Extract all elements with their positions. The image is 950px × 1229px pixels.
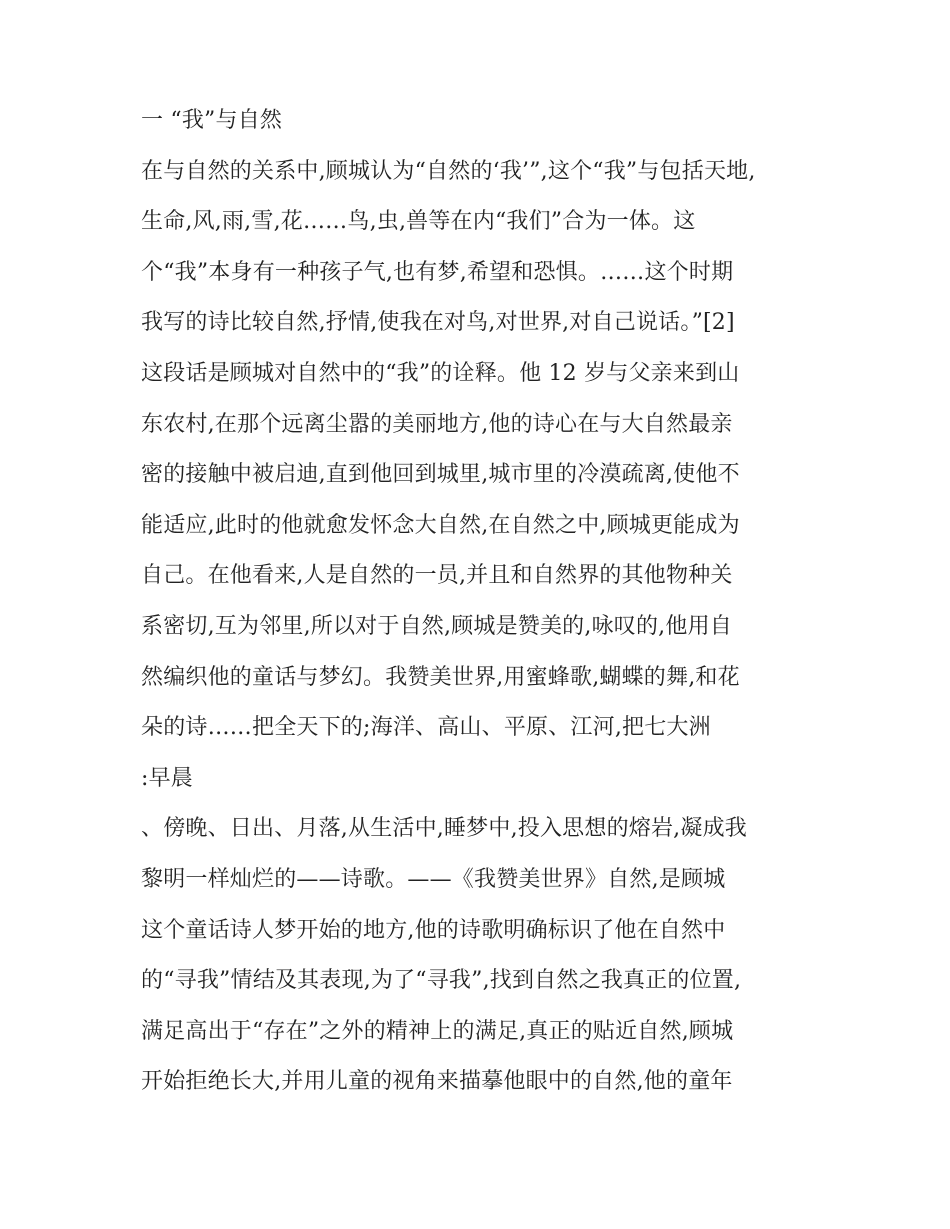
text-line-13: :早晨 <box>141 765 194 791</box>
text-line-9: 自己。在他看来,人是自然的一员,并且和自然界的其他物种关 <box>141 563 733 589</box>
text-line-18: 满足高出于“存在”之外的精神上的满足,真正的贴近自然,顾城 <box>141 1018 734 1044</box>
text-line-8: 能适应,此时的他就愈发怀念大自然,在自然之中,顾城更能成为 <box>141 512 740 538</box>
text-line-11: 然编织他的童话与梦幻。我赞美世界,用蜜蜂歌,蝴蝶的舞,和花 <box>141 664 740 690</box>
text-line-5: 这段话是顾城对自然中的“我”的诠释。他 12 岁与父亲来到山 <box>141 360 740 386</box>
text-line-15: 黎明一样灿烂的——诗歌。——《我赞美世界》自然,是顾城 <box>141 866 726 892</box>
text-line-19: 开始拒绝长大,并用儿童的视角来描摹他眼中的自然,他的童年 <box>141 1069 733 1095</box>
text-line-1: 在与自然的关系中,顾城认为“自然的‘我’”,这个“我”与包括天地, <box>141 158 756 184</box>
text-line-4: 我写的诗比较自然,抒情,使我在对鸟,对世界,对自己说话。”[2] <box>141 310 735 336</box>
text-line-12: 朵的诗……把全天下的;海洋、高山、平原、江河,把七大洲 <box>141 715 711 741</box>
text-line-2: 生命,风,雨,雪,花……鸟,虫,兽等在内“我们”合为一体。这 <box>141 209 696 235</box>
text-line-17: 的“寻我”情结及其表现,为了“寻我”,找到自然之我真正的位置, <box>141 968 742 994</box>
text-line-10: 系密切,互为邻里,所以对于自然,顾城是赞美的,咏叹的,他用自 <box>141 613 732 639</box>
text-line-14: 、傍晚、日出、月落,从生活中,睡梦中,投入思想的熔岩,凝成我 <box>141 816 747 842</box>
text-line-16: 这个童话诗人梦开始的地方,他的诗歌明确标识了他在自然中 <box>141 917 726 943</box>
text-line-7: 密的接触中被启迪,直到他回到城里,城市里的冷漠疏离,使他不 <box>141 462 740 488</box>
text-line-6: 东农村,在那个远离尘嚣的美丽地方,他的诗心在与大自然最亲 <box>141 411 733 437</box>
article-body <box>141 110 841 1122</box>
section-heading: 一 “我”与自然 <box>141 108 283 133</box>
text-line-3: 个“我”本身有一种孩子气,也有梦,希望和恐惧。……这个时期 <box>141 259 734 285</box>
